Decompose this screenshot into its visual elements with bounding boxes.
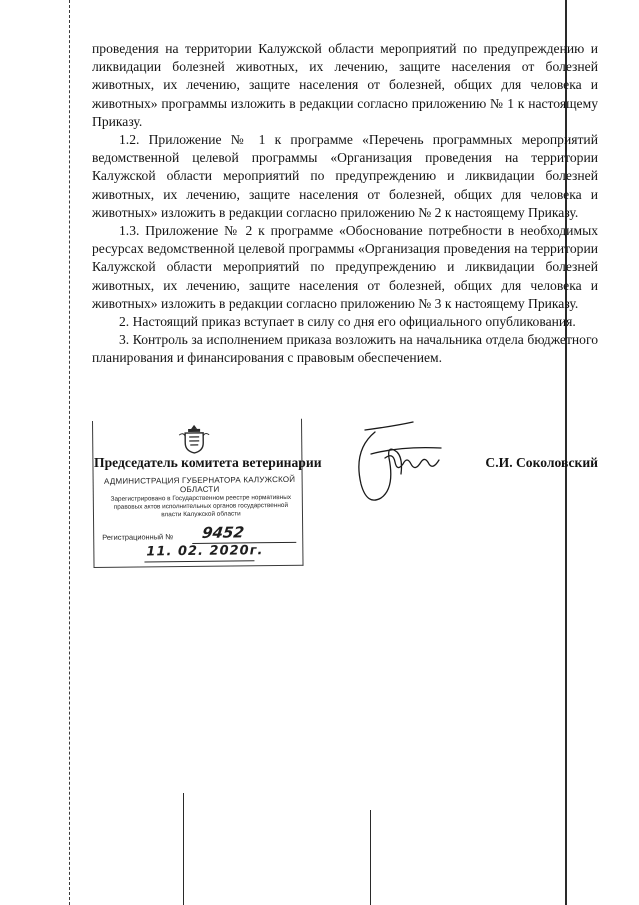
stamp-organization: АДМИНИСТРАЦИЯ ГУБЕРНАТОРА КАЛУЖСКОЙ ОБЛАСТИ (103, 474, 296, 495)
coat-of-arms-icon (177, 423, 211, 455)
paragraph-continuation: проведения на территории Калужской области мероприятий по предупреждению и ликвидации болезней животных, их лечению, защите населения от болезней животных, их лечению, защите населения от болезней, общих для человека и животных» программы изложить в редакции согласно приложению № 1 к настоящему Приказу. (92, 41, 598, 129)
paragraph-item-1-3: 1.3. Приложение № 2 к программе «Обоснование потребности в необходимых ресурсах ведомственной целевой программы «Организация проведения на территории Калужской области мероприятий по предупреждению и ликвидации болезней животных, их лечению, защите населения от болезней, общих для человека и животных» изложить в редакции согласно приложению № 3 к настоящему Приказу. (92, 223, 598, 311)
signatory-position: Председатель комитета ветеринарии (94, 455, 322, 470)
registration-stamp (92, 419, 304, 568)
stamp-registration-number: 9452 (201, 523, 246, 542)
stamp-note: Зарегистрировано в Государственном реестре нормативных правовых актов исполнительных органов государственной власти Калужской области (110, 493, 292, 519)
paragraph-item-2: 2. Настоящий приказ вступает в силу со дня его официального опубликования. (119, 314, 576, 330)
document-body (92, 40, 598, 368)
scan-artifact-vertical-line (183, 793, 184, 905)
signatory-name: С.И. Соколовский (485, 455, 598, 470)
scan-artifact-dashed-line (69, 0, 70, 905)
stamp-date: 11. 02. 2020г. (146, 543, 264, 560)
stamp-underline (144, 560, 254, 562)
handwritten-signature (345, 418, 465, 510)
stamp-registration-label: Регистрационный № (102, 532, 174, 542)
paragraph-item-1-2: 1.2. Приложение № 1 к программе «Перечень программных мероприятий ведомственной целевой программы «Организация проведения на территории Калужской области мероприятий по предупреждению и ликвидации болезней животных, их лечению, защите населения от болезней, общих для человека и животных» изложить в редакции согласно приложению № 2 к настоящему Приказу. (92, 132, 598, 220)
scan-artifact-vertical-line (370, 810, 371, 905)
paragraph-item-3: 3. Контроль за исполнением приказа возложить на начальника отдела бюджетного планирования и финансирования с правовым обеспечением. (92, 332, 598, 366)
